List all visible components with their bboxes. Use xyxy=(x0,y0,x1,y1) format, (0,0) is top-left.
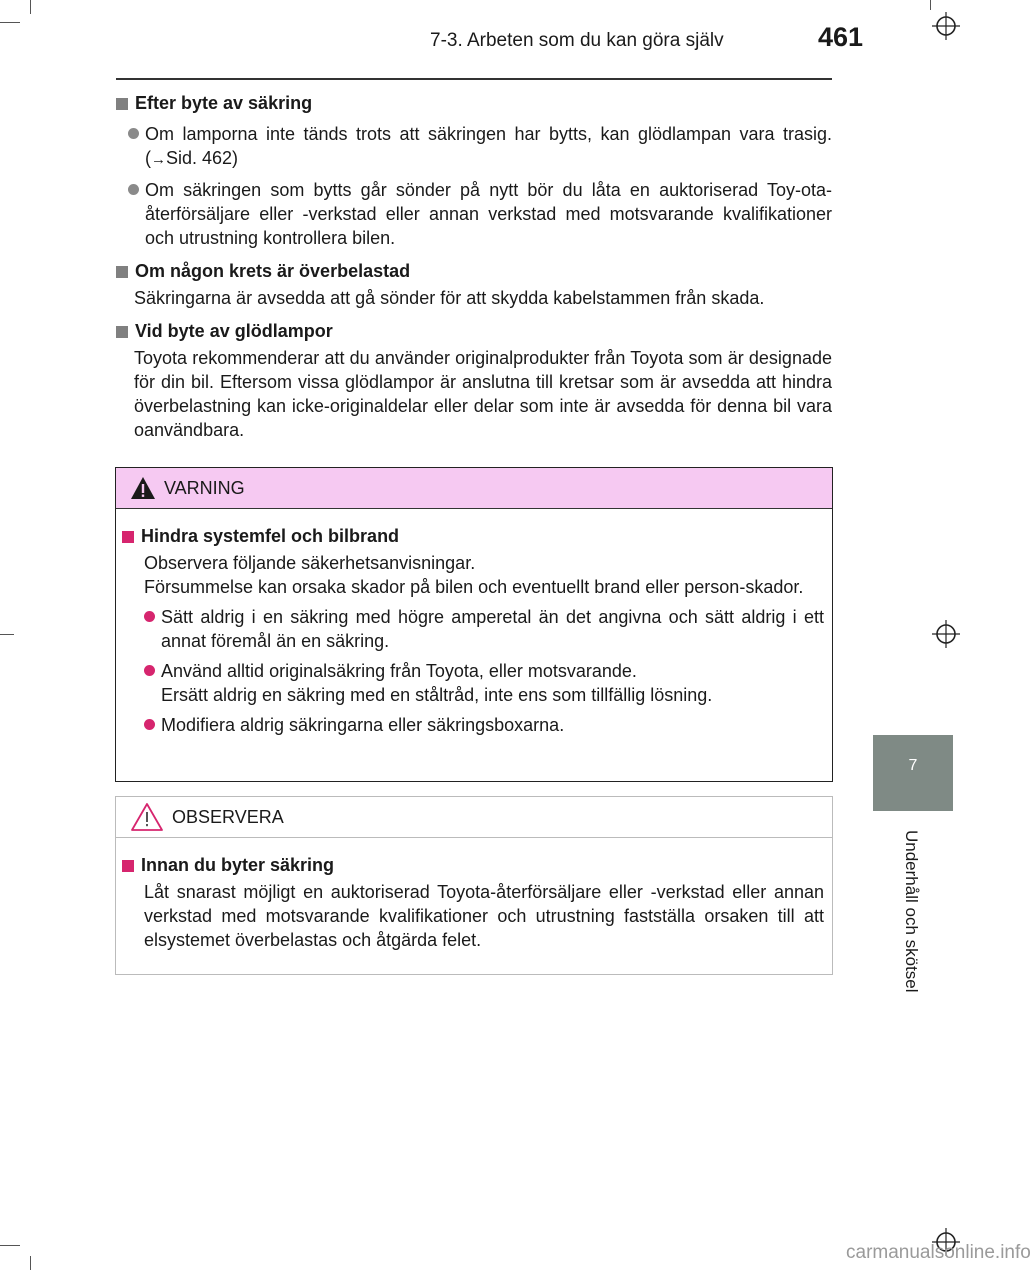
section-overbelastad xyxy=(116,258,832,310)
registration-crosshair-icon xyxy=(932,12,960,40)
warning-title: VARNING xyxy=(164,477,245,498)
warning-heading: Hindra systemfel och bilbrand xyxy=(122,523,824,549)
notice-box-header xyxy=(116,797,832,838)
section-paragraph: Säkringarna är avsedda att gå sönder för att skydda kabelstammen från skada. xyxy=(134,288,765,308)
list-item: Om säkringen som bytts går sönder på nytt bör du låta en auktoriserad Toy-ota-återförsäljare eller -verkstad eller annan verkstad med motsvarande kvalifikationer och utrustning kontrollera bilen. xyxy=(128,178,832,250)
chapter-tab xyxy=(873,735,953,811)
notice-title: OBSERVERA xyxy=(172,806,284,827)
section-efter-byte xyxy=(116,90,832,250)
square-bullet-icon xyxy=(122,860,134,872)
crop-mark xyxy=(930,0,931,10)
section-heading: Vid byte av glödlampor xyxy=(116,318,832,344)
crop-mark xyxy=(0,1245,20,1246)
arrow-right-icon: → xyxy=(151,151,166,168)
section-glodlampor xyxy=(116,318,832,442)
page-number: 461 xyxy=(818,22,864,52)
watermark-url: carmanualsonline.info xyxy=(846,1242,1031,1263)
notice-paragraph: Låt snarast möjligt en auktoriserad Toyota-återförsäljare eller -verkstad eller annan verkstad med motsvarande kvalifikationer och utrustning fastställa orsaken till att elsystemet överbelastas och åtgärda felet. xyxy=(144,882,824,950)
notice-heading: Innan du byter säkring xyxy=(122,852,824,878)
warning-box xyxy=(115,467,833,782)
list-item: Sätt aldrig i en säkring med högre amperetal än det angivna och sätt aldrig i ett annat föremål än en säkring. xyxy=(144,605,824,653)
section-heading: Om någon krets är överbelastad xyxy=(116,258,832,284)
caution-triangle-outline-icon xyxy=(130,802,164,832)
chapter-label: Underhåll och skötsel xyxy=(902,830,921,993)
section-heading: Efter byte av säkring xyxy=(116,90,832,116)
warning-paragraph: Observera följande säkerhetsanvisningar. Försummelse kan orsaka skador på bilen och eventuellt brand eller person-skador. xyxy=(144,553,804,597)
crop-mark xyxy=(30,0,31,14)
page-content xyxy=(116,90,832,450)
page-reference-link[interactable]: Sid. 462) xyxy=(166,148,239,168)
round-bullet-icon xyxy=(128,184,139,195)
crop-mark xyxy=(30,1256,31,1270)
warning-box-header xyxy=(116,468,832,509)
round-bullet-icon xyxy=(128,128,139,139)
crop-mark xyxy=(0,22,20,23)
round-bullet-icon xyxy=(144,719,155,730)
list-item: Använd alltid originalsäkring från Toyota, eller motsvarande. Ersätt aldrig en säkring med en ståltråd, inte ens som tillfällig lösning. xyxy=(144,659,824,707)
square-bullet-icon xyxy=(122,531,134,543)
warning-box-body xyxy=(116,509,832,737)
notice-box xyxy=(115,796,833,975)
running-header-title: 7-3. Arbeten som du kan göra själv xyxy=(430,30,724,51)
square-bullet-icon xyxy=(116,326,128,338)
crop-mark xyxy=(0,634,14,635)
list-item: Om lamporna inte tänds trots att säkringen har bytts, kan glödlampan vara trasig. (→Sid. 462) xyxy=(128,122,832,172)
warning-triangle-icon xyxy=(130,476,156,500)
header-rule xyxy=(116,78,832,80)
section-paragraph: Toyota rekommenderar att du använder originalprodukter från Toyota som är designade för din bil. Eftersom vissa glödlampor är anslutna till kretsar som är avsedda att hindra överbelastning kan icke-originaldelar eller delar som inte är avsedda för denna bil vara oanvändbara. xyxy=(134,348,832,440)
round-bullet-icon xyxy=(144,665,155,676)
registration-crosshair-icon xyxy=(932,620,960,648)
notice-box-body xyxy=(116,838,832,952)
round-bullet-icon xyxy=(144,611,155,622)
list-item: Modifiera aldrig säkringarna eller säkringsboxarna. xyxy=(144,713,824,737)
square-bullet-icon xyxy=(116,266,128,278)
chapter-number: 7 xyxy=(908,757,918,774)
square-bullet-icon xyxy=(116,98,128,110)
